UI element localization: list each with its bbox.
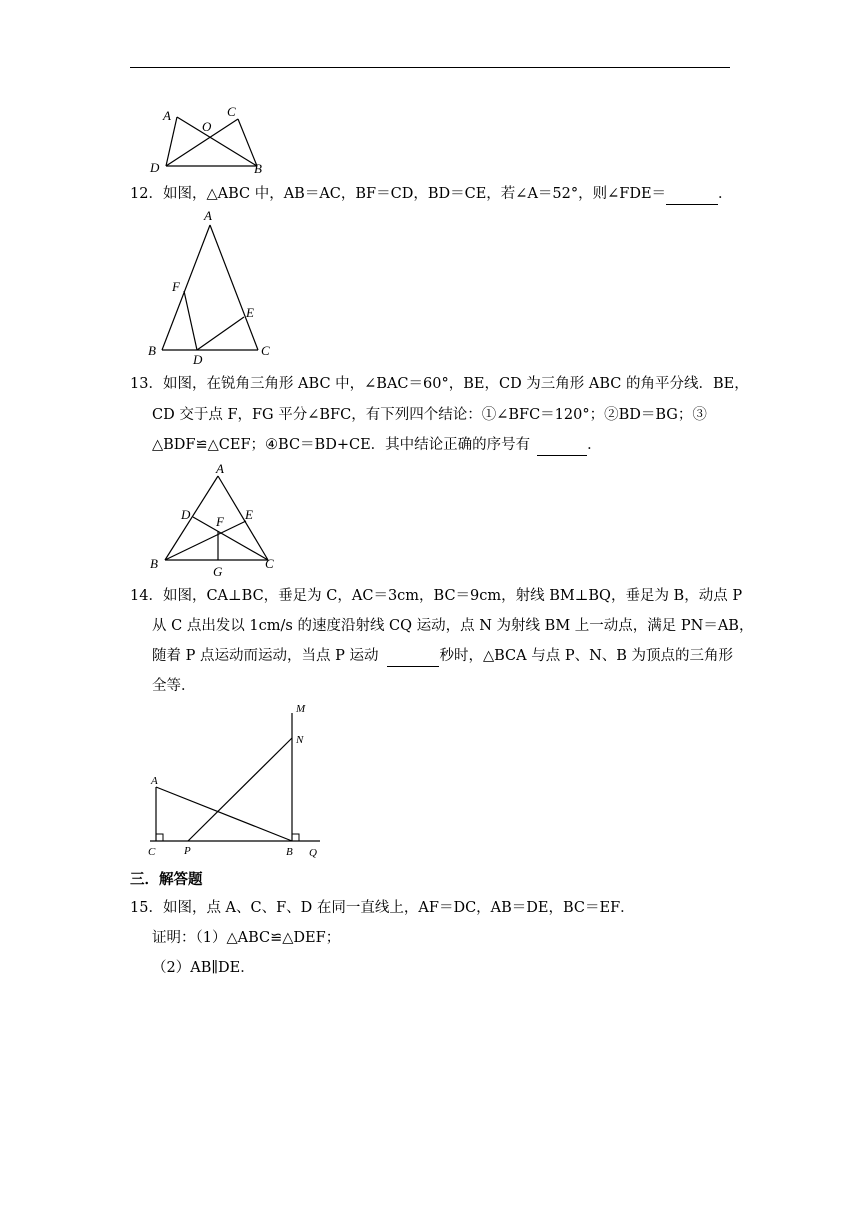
header-rule [130,67,730,68]
q12-text [130,184,733,205]
figure-13 [145,458,285,583]
q13-line2: CD 交于点 F，FG 平分∠BFC，有下列四个结论：①∠BFC＝120°；②BD＝BG；③ [152,407,707,423]
fig13-label-E: E [245,507,253,522]
q12-text-post: ． [718,186,733,202]
section-heading: 三．解答题 [130,871,203,888]
fig11-label-C: C [227,104,236,119]
fig12-label-D: D [193,352,203,365]
fig12-label-B: B [148,343,156,358]
q12-answer-blank[interactable] [666,184,718,205]
q15-line1: 15．如图，点 A、C、F、D 在同一直线上，AF＝DC，AB＝DE，BC＝EF． [130,900,635,916]
q14-line1: 14．如图，CA⊥BC，垂足为 C，AC＝3cm，BC＝9cm，射线 BM⊥BQ，垂足为 B，动点 P [130,588,743,604]
q13-answer-blank[interactable] [537,435,587,456]
q13-line1: 13．如图，在锐角三角形 ABC 中，∠BAC＝60°，BE，CD 为三角形 ABC 的角平分线．BE， [130,376,749,392]
fig13-label-F: F [216,514,224,529]
fig13-label-B: B [150,556,158,571]
figure-14 [140,698,335,863]
q13-line3-pre: △BDF≌△CEF；④BC＝BD+CE．其中结论正确的序号有 [152,437,531,453]
fig14-label-C: C [148,846,156,858]
q14-answer-blank[interactable] [387,646,439,667]
q13-line3 [152,435,602,456]
fig13-label-D: D [181,507,191,522]
q14-line2: 从 C 点出发以 1cm/s 的速度沿射线 CQ 运动，点 N 为射线 BM 上一动点，满足 PN＝AB， [152,618,754,634]
fig11-label-O: O [202,119,212,134]
fig12-label-F: F [172,279,180,294]
q13-line3-post: ． [587,437,602,453]
fig14-label-M: M [296,703,306,715]
fig14-label-Q: Q [309,847,317,859]
q14-line4: 全等． [152,678,196,694]
fig12-label-C: C [261,343,270,358]
fig11-label-A: A [163,108,171,123]
figure-11 [145,100,275,180]
fig14-label-A: A [151,775,158,787]
q14-line3 [152,646,733,667]
fig11-label-D: D [150,160,160,175]
q14-line3-pre: 随着 P 点运动而运动，当点 P 运动 [152,648,379,664]
fig13-label-G: G [213,564,223,579]
q15-line2: 证明：（1）△ABC≌△DEF； [152,930,341,946]
q12-text-pre: 12．如图，△ABC 中，AB＝AC，BF＝CD，BD＝CE，若∠A＝52°，则∠FDE＝ [130,186,667,202]
figure-12 [145,205,280,365]
fig14-label-B: B [286,846,293,858]
fig11-label-B: B [254,161,262,176]
fig12-label-E: E [246,305,254,320]
fig13-label-C: C [265,556,274,571]
fig14-label-N: N [296,734,304,746]
fig12-label-A: A [204,208,212,223]
q14-line3-post: 秒时，△BCA 与点 P、N、B 为顶点的三角形 [439,648,734,664]
q15-line3: （2）AB∥DE． [152,960,255,976]
fig13-label-A: A [216,461,224,476]
fig14-label-P: P [184,845,191,857]
